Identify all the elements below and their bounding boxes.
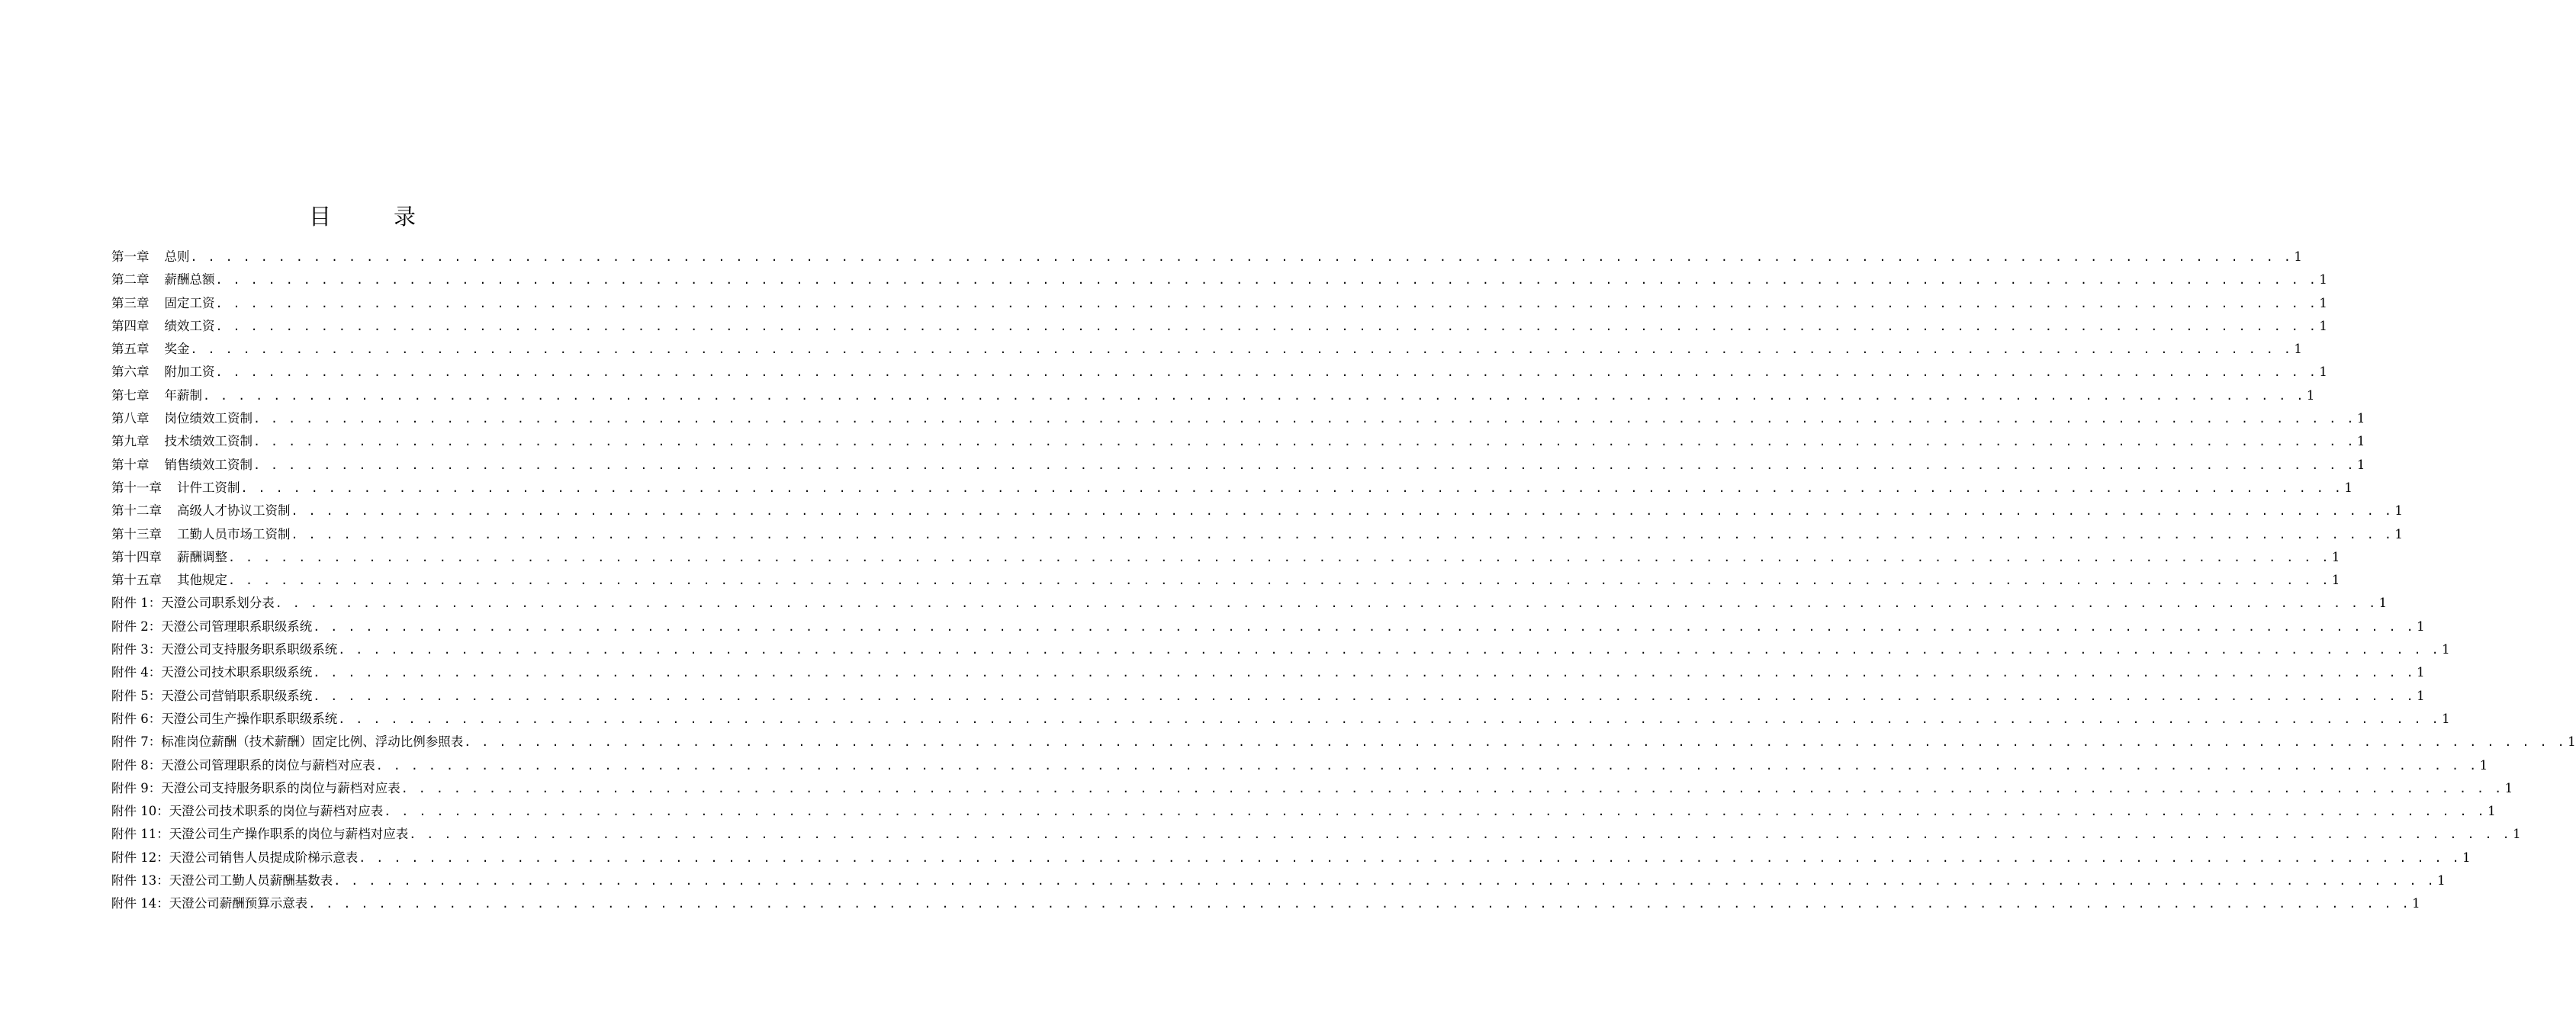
dot-leader: . . . . . . . . . . . . . . . . . . . . . . . . . . . . . . . . . . . . . . . . . . . . . . . . . . . . . . . . . . . . . . . . . . . . . . . . . . . . . . . . . . . . . . . . . . . . . . . . . . . . . . . . . . . . . . . . . . . . . . . . bbox=[400, 781, 2504, 795]
title-char-2: 录 bbox=[394, 204, 416, 230]
dot-leader: . . . . . . . . . . . . . . . . . . . . . . . . . . . . . . . . . . . . . . . . . . . . . . . . . . . . . . . . . . . . . . . . . . . . . . . . . . . . . . . . . . . . . . . . . . . . . . . . . . . . . . . . . . . . . . . . . . . . . . . . bbox=[464, 735, 2567, 750]
title-char-1: 目 bbox=[308, 204, 331, 230]
toc-chapter-entry[interactable] bbox=[111, 569, 2340, 592]
dot-leader: . . . . . . . . . . . . . . . . . . . . . . . . . . . . . . . . . . . . . . . . . . . . . . . . . . . . . . . . . . . . . . . . . . . . . . . . . . . . . . . . . . . . . . . . . . . . . . . . . . . . . . . . . . . . . . . . . . . . . . . . bbox=[190, 250, 2293, 264]
toc-chapter-number: 第一章 bbox=[111, 249, 150, 264]
dot-leader: . . . . . . . . . . . . . . . . . . . . . . . . . . . . . . . . . . . . . . . . . . . . . . . . . . . . . . . . . . . . . . . . . . . . . . . . . . . . . . . . . . . . . . . . . . . . . . . . . . . . . . . . . . . . . . . . . . . . . . . . bbox=[228, 550, 2330, 564]
toc-appendix-entry[interactable] bbox=[111, 754, 2488, 777]
toc-chapter-number: 第四章 bbox=[111, 318, 150, 333]
toc-entry-label bbox=[111, 661, 312, 684]
toc-page-number: 1 bbox=[2417, 665, 2425, 680]
toc-entry-title: 附件 2：天澄公司管理职系职级系统 bbox=[111, 619, 313, 634]
dot-leader: . . . . . . . . . . . . . . . . . . . . . . . . . . . . . . . . . . . . . . . . . . . . . . . . . . . . . . . . . . . . . . . . . . . . . . . . . . . . . . . . . . . . . . . . . . . . . . . . . . . . . . . . . . . . . . . . . . . . . . . . bbox=[215, 273, 2318, 288]
dot-leader: . . . . . . . . . . . . . . . . . . . . . . . . . . . . . . . . . . . . . . . . . . . . . . . . . . . . . . . . . . . . . . . . . . . . . . . . . . . . . . . . . . . . . . . . . . . . . . . . . . . . . . . . . . . . . . . . . . . . . . . . bbox=[215, 296, 2318, 310]
toc-chapter-number: 第二章 bbox=[111, 272, 150, 288]
dot-leader: . . . . . . . . . . . . . . . . . . . . . . . . . . . . . . . . . . . . . . . . . . . . . . . . . . . . . . . . . . . . . . . . . . . . . . . . . . . . . . . . . . . . . . . . . . . . . . . . . . . . . . . . . . . . . . . . . . . . . . . . bbox=[313, 689, 2416, 703]
toc-page-number: 1 bbox=[2319, 272, 2327, 288]
toc-entry-label bbox=[111, 500, 291, 522]
toc-entry-title: 计件工资制 bbox=[177, 480, 240, 495]
toc-entry-label bbox=[111, 246, 190, 268]
toc-chapter-number: 第三章 bbox=[111, 295, 150, 310]
toc-entry-label bbox=[111, 847, 358, 869]
dot-leader: . . . . . . . . . . . . . . . . . . . . . . . . . . . . . . . . . . . . . . . . . . . . . . . . . . . . . . . . . . . . . . . . . . . . . . . . . . . . . . . . . . . . . . . . . . . . . . . . . . . . . . . . . . . . . . . . . . . . . . . . bbox=[338, 712, 2441, 726]
toc-entry-title: 薪酬调整 bbox=[177, 549, 227, 564]
toc-chapter-entry[interactable] bbox=[111, 338, 2302, 361]
toc-entry-title: 附件 14：天澄公司薪酬预算示意表 bbox=[111, 896, 308, 911]
toc-appendix-entry[interactable] bbox=[111, 731, 2576, 753]
toc-page-number: 1 bbox=[2306, 387, 2315, 403]
toc-entry-label bbox=[111, 569, 227, 592]
toc-entry-title: 附件 4：天澄公司技术职系职级系统 bbox=[111, 665, 313, 680]
toc-chapter-entry[interactable] bbox=[111, 523, 2403, 546]
toc-chapter-entry[interactable] bbox=[111, 546, 2340, 569]
toc-appendix-entry[interactable] bbox=[111, 777, 2513, 800]
toc-page-number: 1 bbox=[2513, 827, 2521, 842]
toc-chapter-number: 第十四章 bbox=[111, 549, 162, 564]
toc-entry-title: 岗位绩效工资制 bbox=[164, 411, 252, 426]
toc-entry-label bbox=[111, 523, 291, 546]
toc-appendix-entry[interactable] bbox=[111, 592, 2388, 615]
toc-entry-label bbox=[111, 685, 312, 708]
toc-appendix-entry[interactable] bbox=[111, 615, 2425, 638]
dot-leader: . . . . . . . . . . . . . . . . . . . . . . . . . . . . . . . . . . . . . . . . . . . . . . . . . . . . . . . . . . . . . . . . . . . . . . . . . . . . . . . . . . . . . . . . . . . . . . . . . . . . . . . . . . . . . . . . . . . . . . . . bbox=[275, 596, 2378, 611]
toc-page-number: 1 bbox=[2319, 365, 2327, 380]
toc-entry-title: 其他规定 bbox=[177, 573, 227, 588]
toc-entry-label bbox=[111, 708, 337, 731]
toc-chapter-number: 第七章 bbox=[111, 387, 150, 403]
toc-entry-label bbox=[111, 754, 375, 777]
toc-chapter-entry[interactable] bbox=[111, 268, 2327, 291]
dot-leader: . . . . . . . . . . . . . . . . . . . . . . . . . . . . . . . . . . . . . . . . . . . . . . . . . . . . . . . . . . . . . . . . . . . . . . . . . . . . . . . . . . . . . . . . . . . . . . . . . . . . . . . . . . . . . . . . . . . . . . . . bbox=[190, 342, 2293, 357]
dot-leader: . . . . . . . . . . . . . . . . . . . . . . . . . . . . . . . . . . . . . . . . . . . . . . . . . . . . . . . . . . . . . . . . . . . . . . . . . . . . . . . . . . . . . . . . . . . . . . . . . . . . . . . . . . . . . . . . . . . . . . . . bbox=[308, 897, 2411, 911]
toc-entry-title: 附件 12：天澄公司销售人员提成阶梯示意表 bbox=[111, 850, 359, 865]
toc-page-number: 1 bbox=[2356, 411, 2365, 426]
toc-appendix-entry[interactable] bbox=[111, 661, 2425, 684]
toc-entry-label bbox=[111, 407, 252, 430]
toc-page-number: 1 bbox=[2294, 249, 2302, 264]
dot-leader: . . . . . . . . . . . . . . . . . . . . . . . . . . . . . . . . . . . . . . . . . . . . . . . . . . . . . . . . . . . . . . . . . . . . . . . . . . . . . . . . . . . . . . . . . . . . . . . . . . . . . . . . . . . . . . . . . . . . . . . . bbox=[291, 527, 2394, 541]
toc-entry-label bbox=[111, 800, 383, 823]
toc-chapter-number: 第十三章 bbox=[111, 526, 162, 541]
toc-entry-label bbox=[111, 546, 227, 569]
toc-entry-title: 附件 7：标准岗位薪酬（技术薪酬）固定比例、浮动比例参照表 bbox=[111, 734, 464, 750]
dot-leader: . . . . . . . . . . . . . . . . . . . . . . . . . . . . . . . . . . . . . . . . . . . . . . . . . . . . . . . . . . . . . . . . . . . . . . . . . . . . . . . . . . . . . . . . . . . . . . . . . . . . . . . . . . . . . . . . . . . . . . . . bbox=[313, 666, 2416, 680]
dot-leader: . . . . . . . . . . . . . . . . . . . . . . . . . . . . . . . . . . . . . . . . . . . . . . . . . . . . . . . . . . . . . . . . . . . . . . . . . . . . . . . . . . . . . . . . . . . . . . . . . . . . . . . . . . . . . . . . . . . . . . . . bbox=[240, 480, 2343, 495]
toc-page-number: 1 bbox=[2479, 757, 2488, 773]
toc-chapter-entry[interactable] bbox=[111, 407, 2365, 430]
toc-entry-label bbox=[111, 592, 275, 615]
toc-entry-title: 总则 bbox=[164, 249, 190, 264]
toc-page-number: 1 bbox=[2417, 619, 2425, 634]
toc-page-number: 1 bbox=[2319, 295, 2327, 310]
toc-entry-label bbox=[111, 361, 215, 384]
toc-page-number: 1 bbox=[2488, 804, 2496, 819]
toc-page-number: 1 bbox=[2417, 688, 2425, 703]
toc-appendix-entry[interactable] bbox=[111, 869, 2446, 892]
toc-chapter-number: 第十一章 bbox=[111, 480, 162, 495]
toc-chapter-number: 第八章 bbox=[111, 411, 150, 426]
toc-page-number: 1 bbox=[2437, 873, 2446, 888]
dot-leader: . . . . . . . . . . . . . . . . . . . . . . . . . . . . . . . . . . . . . . . . . . . . . . . . . . . . . . . . . . . . . . . . . . . . . . . . . . . . . . . . . . . . . . . . . . . . . . . . . . . . . . . . . . . . . . . . . . . . . . . . bbox=[313, 619, 2416, 634]
toc-entry-label bbox=[111, 869, 333, 892]
toc-entry-title: 奖金 bbox=[164, 342, 190, 357]
toc-entry-title: 附件 5：天澄公司营销职系职级系统 bbox=[111, 688, 313, 703]
dot-leader: . . . . . . . . . . . . . . . . . . . . . . . . . . . . . . . . . . . . . . . . . . . . . . . . . . . . . . . . . . . . . . . . . . . . . . . . . . . . . . . . . . . . . . . . . . . . . . . . . . . . . . . . . . . . . . . . . . . . . . . . bbox=[359, 850, 2462, 865]
toc-entry-title: 附件 1：天澄公司职系划分表 bbox=[111, 596, 275, 611]
toc-entry-title: 附加工资 bbox=[164, 365, 215, 380]
table-of-contents bbox=[111, 246, 2576, 916]
toc-page-number: 1 bbox=[2462, 850, 2471, 865]
dot-leader: . . . . . . . . . . . . . . . . . . . . . . . . . . . . . . . . . . . . . . . . . . . . . . . . . . . . . . . . . . . . . . . . . . . . . . . . . . . . . . . . . . . . . . . . . . . . . . . . . . . . . . . . . . . . . . . . . . . . . . . . bbox=[203, 388, 2305, 403]
toc-entry-title: 附件 3：天澄公司支持服务职系职级系统 bbox=[111, 642, 338, 657]
toc-entry-label bbox=[111, 430, 252, 453]
toc-entry-title: 绩效工资 bbox=[164, 318, 215, 333]
toc-chapter-number: 第十二章 bbox=[111, 503, 162, 519]
toc-chapter-number: 第十章 bbox=[111, 457, 150, 472]
toc-entry-label bbox=[111, 315, 215, 338]
toc-page-number: 1 bbox=[2356, 434, 2365, 449]
toc-page-number: 1 bbox=[2344, 480, 2352, 495]
page-title bbox=[0, 200, 725, 233]
toc-chapter-entry[interactable] bbox=[111, 292, 2327, 315]
toc-page-number: 1 bbox=[2294, 342, 2302, 357]
toc-entry-label bbox=[111, 615, 312, 638]
toc-entry-label bbox=[111, 638, 337, 661]
toc-page-number: 1 bbox=[2394, 526, 2403, 541]
dot-leader: . . . . . . . . . . . . . . . . . . . . . . . . . . . . . . . . . . . . . . . . . . . . . . . . . . . . . . . . . . . . . . . . . . . . . . . . . . . . . . . . . . . . . . . . . . . . . . . . . . . . . . . . . . . . . . . . . . . . . . . . bbox=[338, 643, 2441, 657]
toc-entry-title: 附件 8：天澄公司管理职系的岗位与薪档对应表 bbox=[111, 757, 375, 773]
toc-entry-label bbox=[111, 268, 215, 291]
toc-page-number: 1 bbox=[2356, 457, 2365, 472]
dot-leader: . . . . . . . . . . . . . . . . . . . . . . . . . . . . . . . . . . . . . . . . . . . . . . . . . . . . . . . . . . . . . . . . . . . . . . . . . . . . . . . . . . . . . . . . . . . . . . . . . . . . . . . . . . . . . . . . . . . . . . . . bbox=[375, 758, 2478, 773]
toc-appendix-entry[interactable] bbox=[111, 823, 2521, 846]
dot-leader: . . . . . . . . . . . . . . . . . . . . . . . . . . . . . . . . . . . . . . . . . . . . . . . . . . . . . . . . . . . . . . . . . . . . . . . . . . . . . . . . . . . . . . . . . . . . . . . . . . . . . . . . . . . . . . . . . . . . . . . . bbox=[228, 574, 2330, 588]
toc-chapter-number: 第十五章 bbox=[111, 573, 162, 588]
toc-chapter-entry[interactable] bbox=[111, 246, 2302, 268]
toc-entry-title: 技术绩效工资制 bbox=[164, 434, 252, 449]
toc-page-number: 1 bbox=[2378, 596, 2388, 611]
toc-entry-label bbox=[111, 384, 202, 407]
toc-chapter-entry[interactable] bbox=[111, 315, 2327, 338]
toc-appendix-entry[interactable] bbox=[111, 800, 2496, 823]
toc-entry-title: 附件 11：天澄公司生产操作职系的岗位与薪档对应表 bbox=[111, 827, 409, 842]
toc-entry-title: 薪酬总额 bbox=[164, 272, 215, 288]
toc-entry-label bbox=[111, 477, 240, 500]
toc-entry-label bbox=[111, 292, 215, 315]
toc-entry-label bbox=[111, 338, 190, 361]
toc-chapter-entry[interactable] bbox=[111, 454, 2365, 477]
toc-page-number: 1 bbox=[2331, 549, 2340, 564]
toc-entry-title: 工勤人员市场工资制 bbox=[177, 526, 291, 541]
toc-chapter-entry[interactable] bbox=[111, 430, 2365, 453]
toc-entry-title: 附件 13：天澄公司工勤人员薪酬基数表 bbox=[111, 873, 333, 888]
toc-chapter-number: 第五章 bbox=[111, 342, 150, 357]
toc-entry-title: 高级人才协议工资制 bbox=[177, 503, 291, 519]
dot-leader: . . . . . . . . . . . . . . . . . . . . . . . . . . . . . . . . . . . . . . . . . . . . . . . . . . . . . . . . . . . . . . . . . . . . . . . . . . . . . . . . . . . . . . . . . . . . . . . . . . . . . . . . . . . . . . . . . . . . . . . . bbox=[409, 827, 2512, 842]
toc-page-number: 1 bbox=[2504, 780, 2513, 795]
dot-leader: . . . . . . . . . . . . . . . . . . . . . . . . . . . . . . . . . . . . . . . . . . . . . . . . . . . . . . . . . . . . . . . . . . . . . . . . . . . . . . . . . . . . . . . . . . . . . . . . . . . . . . . . . . . . . . . . . . . . . . . . bbox=[253, 412, 2356, 426]
toc-appendix-entry[interactable] bbox=[111, 638, 2450, 661]
toc-chapter-number: 第九章 bbox=[111, 434, 150, 449]
toc-chapter-entry[interactable] bbox=[111, 500, 2403, 522]
toc-appendix-entry[interactable] bbox=[111, 708, 2450, 731]
toc-entry-title: 销售绩效工资制 bbox=[164, 457, 252, 472]
toc-page-number: 1 bbox=[2442, 711, 2450, 726]
toc-page-number: 1 bbox=[2412, 896, 2420, 911]
toc-entry-label bbox=[111, 892, 307, 915]
toc-appendix-entry[interactable] bbox=[111, 685, 2425, 708]
toc-chapter-entry[interactable] bbox=[111, 477, 2352, 500]
toc-page-number: 1 bbox=[2568, 734, 2576, 750]
toc-appendix-entry[interactable] bbox=[111, 892, 2420, 915]
toc-appendix-entry[interactable] bbox=[111, 847, 2471, 869]
toc-entry-label bbox=[111, 731, 463, 753]
toc-page-number: 1 bbox=[2331, 573, 2340, 588]
toc-entry-title: 固定工资 bbox=[164, 295, 215, 310]
dot-leader: . . . . . . . . . . . . . . . . . . . . . . . . . . . . . . . . . . . . . . . . . . . . . . . . . . . . . . . . . . . . . . . . . . . . . . . . . . . . . . . . . . . . . . . . . . . . . . . . . . . . . . . . . . . . . . . . . . . . . . . . bbox=[291, 504, 2394, 519]
toc-entry-label bbox=[111, 454, 252, 477]
dot-leader: . . . . . . . . . . . . . . . . . . . . . . . . . . . . . . . . . . . . . . . . . . . . . . . . . . . . . . . . . . . . . . . . . . . . . . . . . . . . . . . . . . . . . . . . . . . . . . . . . . . . . . . . . . . . . . . . . . . . . . . . bbox=[253, 458, 2356, 472]
toc-entry-label bbox=[111, 823, 408, 846]
toc-entry-title: 附件 10：天澄公司技术职系的岗位与薪档对应表 bbox=[111, 804, 384, 819]
dot-leader: . . . . . . . . . . . . . . . . . . . . . . . . . . . . . . . . . . . . . . . . . . . . . . . . . . . . . . . . . . . . . . . . . . . . . . . . . . . . . . . . . . . . . . . . . . . . . . . . . . . . . . . . . . . . . . . . . . . . . . . . bbox=[253, 435, 2356, 449]
toc-entry-title: 附件 9：天澄公司支持服务职系的岗位与薪档对应表 bbox=[111, 780, 400, 795]
toc-page-number: 1 bbox=[2394, 503, 2403, 519]
toc-page-number: 1 bbox=[2319, 318, 2327, 333]
toc-entry-label bbox=[111, 777, 400, 800]
toc-page-number: 1 bbox=[2442, 642, 2450, 657]
dot-leader: . . . . . . . . . . . . . . . . . . . . . . . . . . . . . . . . . . . . . . . . . . . . . . . . . . . . . . . . . . . . . . . . . . . . . . . . . . . . . . . . . . . . . . . . . . . . . . . . . . . . . . . . . . . . . . . . . . . . . . . . bbox=[333, 874, 2436, 888]
dot-leader: . . . . . . . . . . . . . . . . . . . . . . . . . . . . . . . . . . . . . . . . . . . . . . . . . . . . . . . . . . . . . . . . . . . . . . . . . . . . . . . . . . . . . . . . . . . . . . . . . . . . . . . . . . . . . . . . . . . . . . . . bbox=[215, 319, 2318, 333]
toc-entry-title: 附件 6：天澄公司生产操作职系职级系统 bbox=[111, 711, 338, 726]
dot-leader: . . . . . . . . . . . . . . . . . . . . . . . . . . . . . . . . . . . . . . . . . . . . . . . . . . . . . . . . . . . . . . . . . . . . . . . . . . . . . . . . . . . . . . . . . . . . . . . . . . . . . . . . . . . . . . . . . . . . . . . . bbox=[384, 805, 2487, 819]
toc-chapter-entry[interactable] bbox=[111, 384, 2315, 407]
toc-chapter-entry[interactable] bbox=[111, 361, 2327, 384]
dot-leader: . . . . . . . . . . . . . . . . . . . . . . . . . . . . . . . . . . . . . . . . . . . . . . . . . . . . . . . . . . . . . . . . . . . . . . . . . . . . . . . . . . . . . . . . . . . . . . . . . . . . . . . . . . . . . . . . . . . . . . . . bbox=[215, 365, 2318, 380]
toc-chapter-number: 第六章 bbox=[111, 365, 150, 380]
toc-entry-title: 年薪制 bbox=[164, 387, 202, 403]
